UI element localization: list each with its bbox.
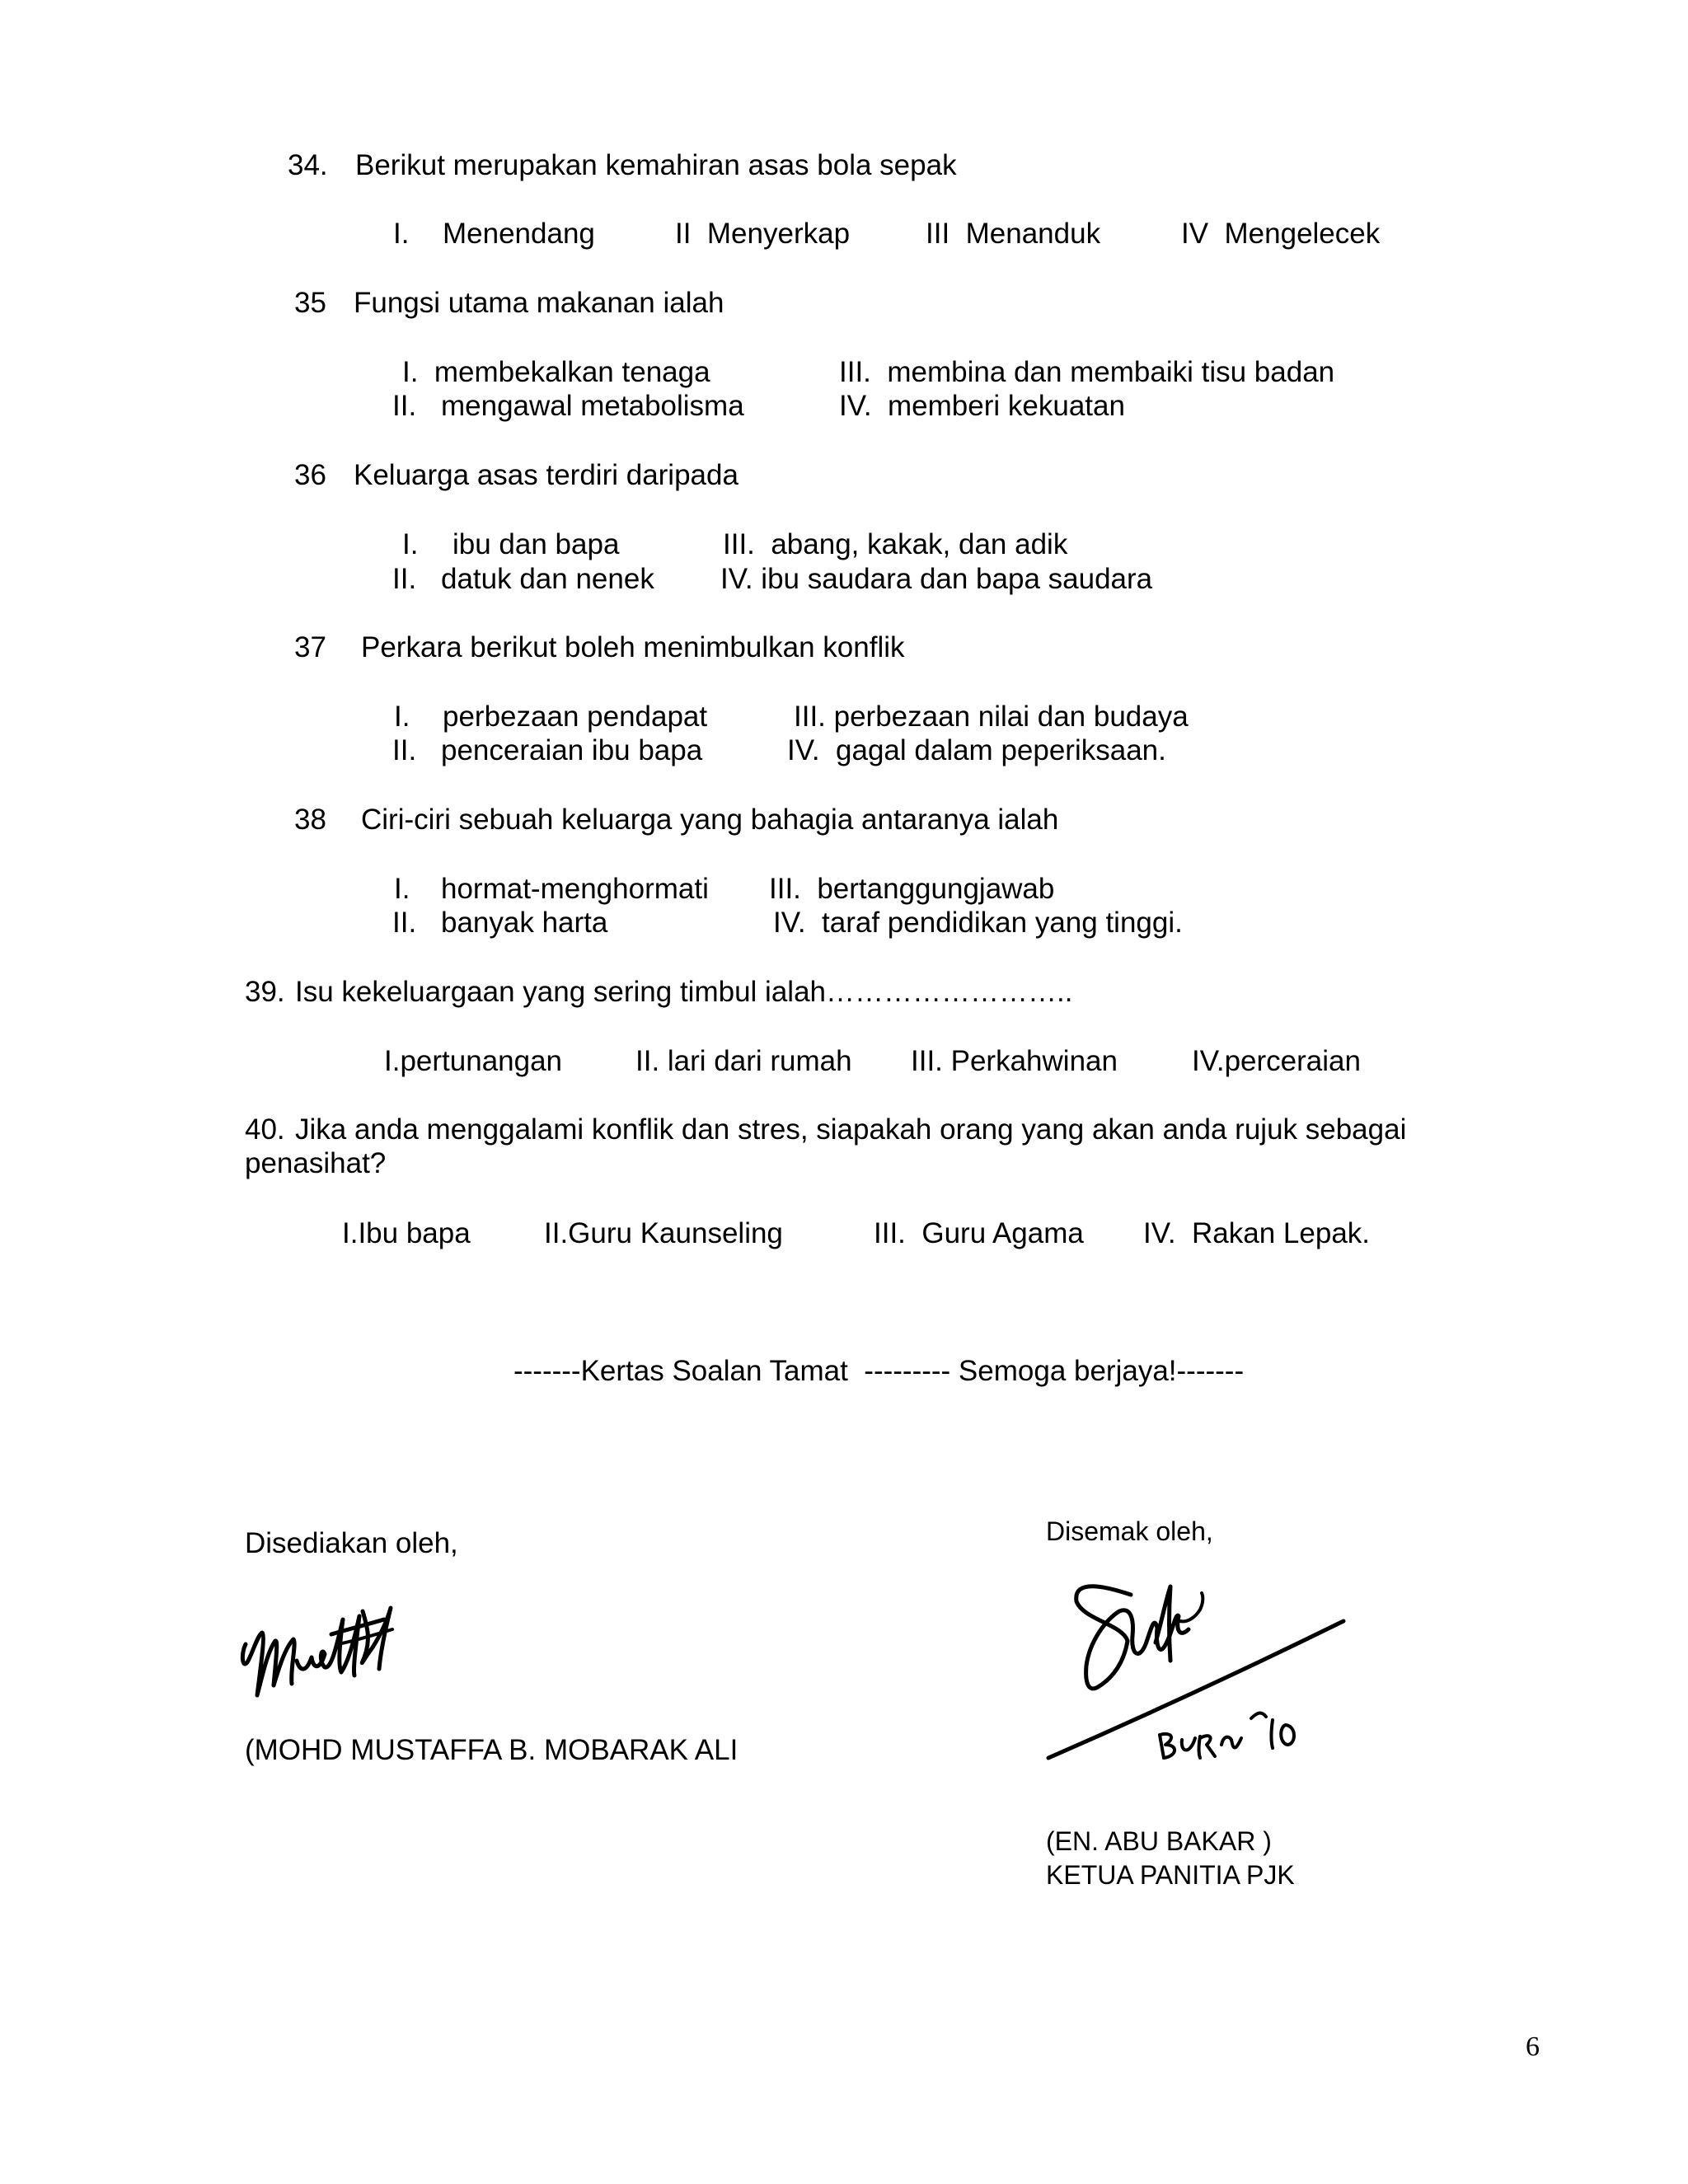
- question-40-number: 40.: [245, 1113, 285, 1146]
- reviewer-title: KETUA PANITIA PJK: [1046, 1860, 1295, 1890]
- reviewed-by-label: Disemak oleh,: [1046, 1516, 1213, 1546]
- question-37-text: Perkara berikut boleh menimbulkan konflik: [361, 631, 905, 663]
- q35-option-1: I. membekalkan tenaga: [402, 356, 710, 388]
- preparer-name: (MOHD MUSTAFFA B. MOBARAK ALI: [245, 1734, 738, 1766]
- q38-option-4: IV. taraf pendidikan yang tinggi.: [773, 907, 1183, 939]
- page-number: 6: [1526, 2032, 1540, 2062]
- question-40-text: Jika anda menggalami konflik dan stres, siapakah orang yang akan anda rujuk sebagai: [295, 1113, 1407, 1146]
- question-37-number: 37: [294, 631, 326, 663]
- q39-option-1: I.pertunangan: [384, 1045, 563, 1077]
- q34-option-1-numeral: I.: [393, 218, 410, 250]
- q36-option-1: ibu dan bapa: [452, 528, 620, 560]
- q40-option-1: I.Ibu bapa: [342, 1217, 471, 1249]
- q37-option-2: penceraian ibu bapa: [441, 734, 703, 766]
- q37-option-1-numeral: I.: [394, 701, 410, 733]
- q37-option-2-numeral: II.: [392, 734, 417, 766]
- question-36-number: 36: [294, 459, 326, 491]
- q36-option-2: datuk dan nenek: [441, 563, 654, 595]
- reviewer-name: (EN. ABU BAKAR ): [1046, 1826, 1272, 1856]
- q34-option-2: II Menyerkap: [675, 218, 851, 250]
- q37-option-3: III. perbezaan nilai dan budaya: [794, 701, 1189, 733]
- q39-option-4: IV.perceraian: [1192, 1045, 1361, 1077]
- q35-option-2-numeral: II.: [392, 390, 417, 422]
- q37-option-4: IV. gagal dalam peperiksaan.: [787, 734, 1166, 766]
- q37-option-1: perbezaan pendapat: [443, 701, 708, 733]
- q40-option-3: III. Guru Agama: [874, 1217, 1084, 1249]
- closing-line: -------Kertas Soalan Tamat --------- Semoga berjaya!-------: [513, 1355, 1245, 1387]
- q40-option-4: IV. Rakan Lepak.: [1143, 1217, 1371, 1249]
- question-35-number: 35: [294, 287, 326, 319]
- question-34-text: Berikut merupakan kemahiran asas bola sepak: [355, 149, 957, 181]
- prepared-by-label: Disediakan oleh,: [245, 1527, 458, 1559]
- q39-option-3: III. Perkahwinan: [911, 1045, 1118, 1077]
- q40-option-2: II.Guru Kaunseling: [544, 1217, 783, 1249]
- question-38-text: Ciri-ciri sebuah keluarga yang bahagia antaranya ialah: [361, 804, 1059, 836]
- q35-option-3: III. membina dan membaiki tisu badan: [839, 356, 1335, 388]
- q38-option-3: III. bertanggungjawab: [769, 873, 1055, 905]
- q38-option-2: banyak harta: [441, 907, 608, 939]
- q36-option-2-numeral: II.: [392, 563, 417, 595]
- q35-option-4: IV. memberi kekuatan: [839, 390, 1125, 422]
- q36-option-3: III. abang, kakak, dan adik: [723, 528, 1068, 560]
- question-40-text-continued: penasihat?: [245, 1147, 387, 1179]
- q36-option-1-numeral: I.: [402, 528, 419, 560]
- q36-option-4: IV. ibu saudara dan bapa saudara: [720, 563, 1153, 595]
- q38-option-2-numeral: II.: [392, 907, 417, 939]
- q39-option-2: II. lari dari rumah: [635, 1045, 852, 1077]
- q35-option-2: mengawal metabolisma: [441, 390, 744, 422]
- right-signature-graphic: [1040, 1562, 1353, 1768]
- q34-option-3: III Menanduk: [926, 218, 1101, 250]
- q34-option-4: IV Mengelecek: [1181, 218, 1381, 250]
- question-39-text: Isu kekeluargaan yang sering timbul ialah……………………..: [295, 976, 1073, 1008]
- question-39-number: 39.: [245, 976, 285, 1008]
- q38-option-1: hormat-menghormati: [441, 873, 709, 905]
- question-38-number: 38: [294, 804, 326, 836]
- question-35-text: Fungsi utama makanan ialah: [354, 287, 724, 319]
- question-36-text: Keluarga asas terdiri daripada: [354, 459, 738, 491]
- left-signature-graphic: [239, 1586, 404, 1706]
- question-34-number: 34.: [288, 149, 328, 181]
- q38-option-1-numeral: I.: [394, 873, 410, 905]
- q34-option-1: Menendang: [443, 218, 595, 250]
